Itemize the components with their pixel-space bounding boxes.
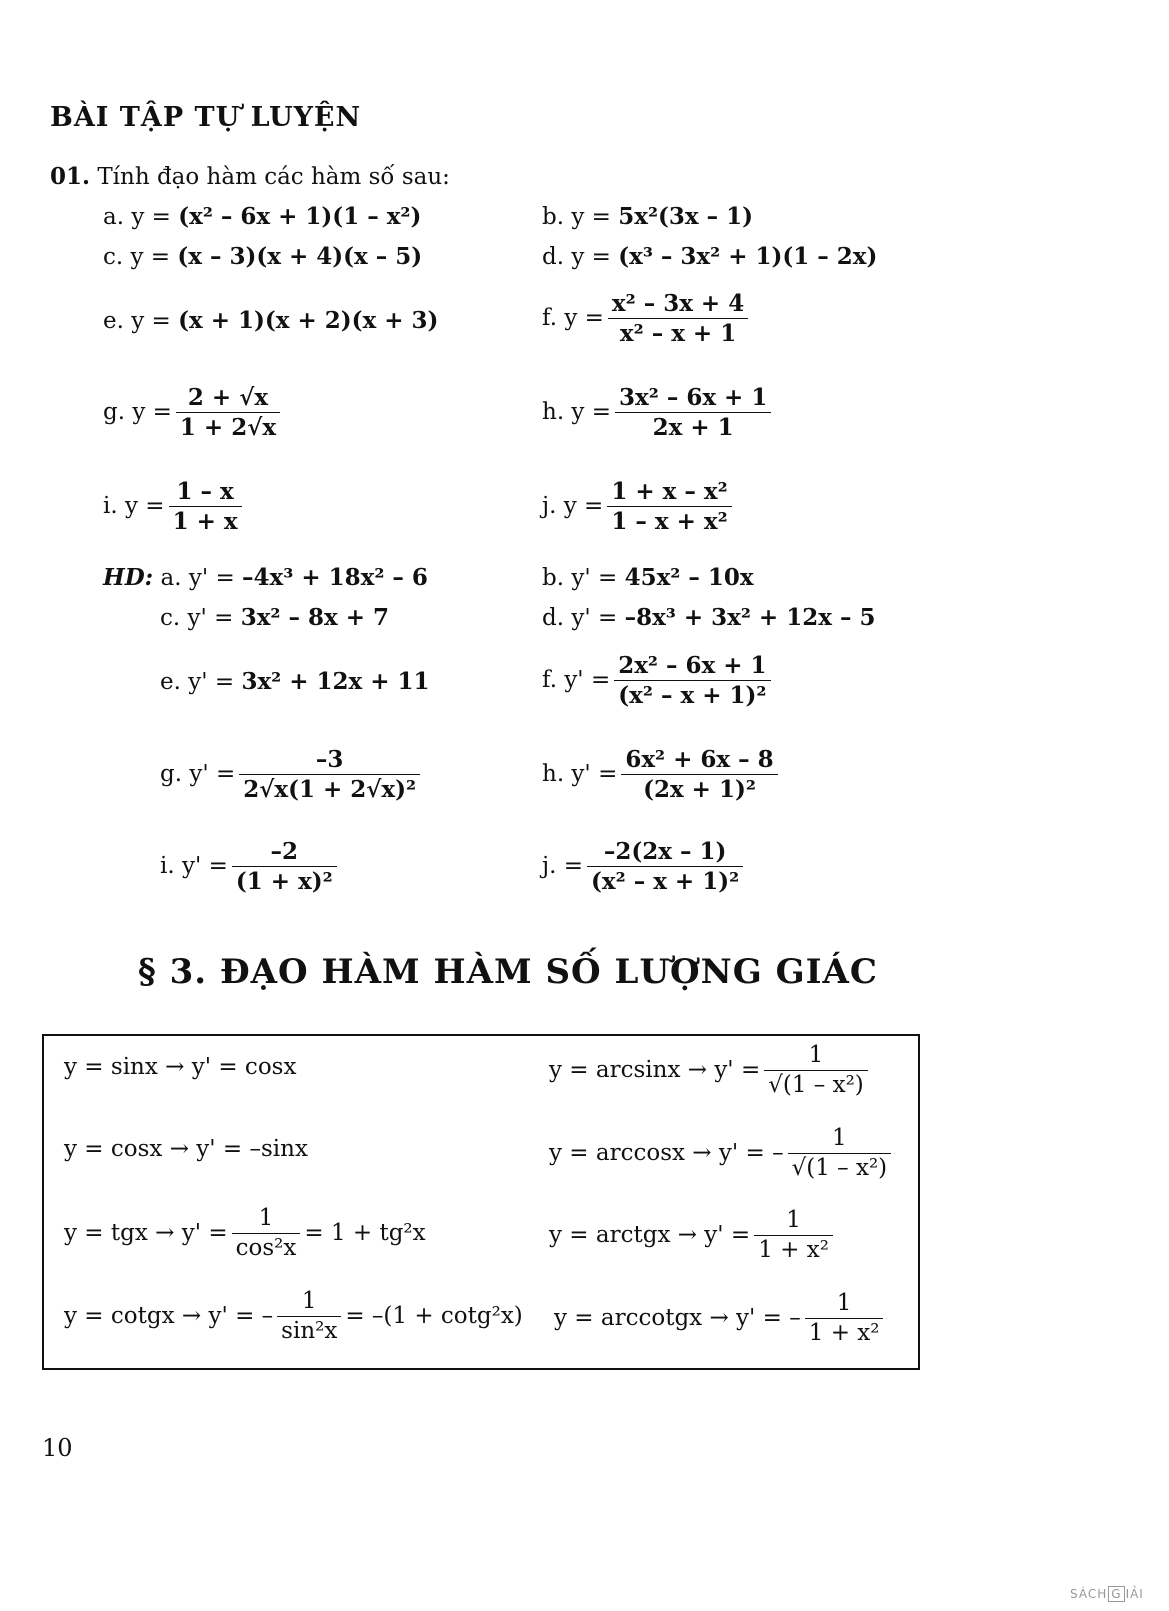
- numerator: –2: [232, 840, 337, 867]
- exercise-prompt-text: Tính đạo hàm các hàm số sau:: [97, 164, 450, 190]
- hint-item-h: [542, 748, 782, 801]
- denominator: (1 + x)²: [235, 868, 333, 895]
- fraction: [621, 748, 777, 801]
- section-title: BÀI TẬP TỰ LUYỆN: [50, 102, 362, 133]
- denominator: cos²x: [235, 1235, 297, 1261]
- exercise-item-b: [542, 205, 753, 229]
- item-expression: (x³ – 3x² + 1)(1 – 2x): [618, 243, 878, 270]
- formula-lhs: y = tgx → y' =: [64, 1220, 228, 1246]
- hint-item-c: [160, 606, 389, 630]
- numerator: x² – 3x + 4: [608, 292, 748, 319]
- item-label: b. y' =: [542, 565, 618, 591]
- item-expression: 3x² + 12x + 11: [241, 668, 430, 695]
- item-label: a. y' =: [160, 565, 235, 591]
- fraction: [176, 386, 280, 439]
- watermark-left: SÁCH: [1070, 1587, 1108, 1601]
- denominator: √(1 – x²): [791, 1155, 888, 1181]
- numerator: 1: [754, 1209, 833, 1236]
- fraction: [277, 1290, 341, 1343]
- numerator: 1: [232, 1207, 301, 1234]
- exercise-item-c: [103, 245, 422, 269]
- denominator: x² – x + 1: [619, 320, 737, 347]
- fraction: [239, 748, 420, 801]
- exercise-item-d: [542, 245, 877, 269]
- exercise-prompt: [50, 165, 450, 189]
- hint-item-f: [542, 654, 775, 707]
- hint-item-i: [160, 840, 341, 893]
- denominator: 1 + x²: [758, 1237, 829, 1263]
- page-number: 10: [42, 1434, 73, 1462]
- item-label: i. y =: [103, 493, 165, 519]
- denominator: 1 + x: [172, 508, 238, 535]
- numerator: 2 + √x: [176, 386, 280, 413]
- formula-lhs: y = cotgx → y' = –: [64, 1303, 274, 1329]
- fraction: [608, 292, 748, 345]
- formula-arccotg: [554, 1292, 887, 1345]
- denominator: (x² – x + 1)²: [591, 868, 740, 895]
- watermark-right: IẢI: [1125, 1587, 1144, 1601]
- hint-label: HD:: [103, 564, 154, 591]
- item-label: g. y' =: [160, 761, 236, 787]
- item-expression: –4x³ + 18x² – 6: [242, 564, 428, 591]
- item-label: j. =: [542, 853, 584, 879]
- formula-lhs: y = arctgx → y' =: [549, 1222, 751, 1248]
- denominator: 2√x(1 + 2√x)²: [243, 776, 417, 803]
- formula-cotg: [64, 1290, 523, 1343]
- hint-item-a: [103, 566, 428, 590]
- denominator: (2x + 1)²: [643, 776, 756, 803]
- formula-cos: y = cosx → y' = –sinx: [64, 1136, 308, 1162]
- numerator: 2x² – 6x + 1: [614, 654, 770, 681]
- fraction: [587, 840, 743, 893]
- item-expression: (x² – 6x + 1)(1 – x²): [178, 203, 422, 230]
- fraction: [169, 480, 242, 533]
- hint-item-j: [542, 840, 747, 893]
- formula-rhs: = –(1 + cotg²x): [345, 1303, 523, 1329]
- item-label: e. y' =: [160, 669, 235, 695]
- fraction: [232, 1207, 301, 1260]
- fraction: [764, 1044, 868, 1097]
- numerator: 3x² – 6x + 1: [615, 386, 771, 413]
- formula-sin: y = sinx → y' = cosx: [64, 1054, 297, 1080]
- item-label: i. y' =: [160, 853, 228, 879]
- item-label: d. y' =: [542, 605, 618, 631]
- item-label: g. y =: [103, 399, 172, 425]
- item-expression: 3x² – 8x + 7: [240, 604, 390, 631]
- formula-arccos: [549, 1127, 895, 1180]
- numerator: 1 + x – x²: [607, 480, 731, 507]
- numerator: 1: [788, 1127, 892, 1154]
- numerator: 1: [805, 1292, 884, 1319]
- denominator: 2x + 1: [652, 414, 734, 441]
- item-label: f. y' =: [542, 667, 611, 693]
- hint-item-g: [160, 748, 424, 801]
- formula-tg: [64, 1207, 426, 1260]
- hint-item-e: [160, 670, 430, 694]
- numerator: 1 – x: [169, 480, 242, 507]
- item-expression: –8x³ + 3x² + 12x – 5: [624, 604, 876, 631]
- item-label: h. y' =: [542, 761, 618, 787]
- hint-item-b: [542, 566, 754, 590]
- formula-arctg: [549, 1209, 837, 1262]
- fraction: [232, 840, 337, 893]
- item-label: j. y =: [542, 493, 604, 519]
- item-label: c. y' =: [160, 605, 234, 631]
- exercise-number: 01.: [50, 163, 91, 190]
- denominator: sin²x: [281, 1318, 338, 1344]
- item-label: b. y =: [542, 204, 611, 230]
- formula-arcsin: [549, 1044, 872, 1097]
- exercise-item-h: [542, 386, 775, 439]
- fraction: [788, 1127, 892, 1180]
- hint-item-d: [542, 606, 875, 630]
- formula-lhs: y = arccotgx → y' = –: [554, 1305, 801, 1331]
- numerator: –2(2x – 1): [587, 840, 743, 867]
- watermark-logo: [1070, 1586, 1144, 1602]
- denominator: (x² – x + 1)²: [618, 682, 767, 709]
- exercise-item-g: [103, 386, 284, 439]
- fraction: [754, 1209, 833, 1262]
- watermark-mid: G: [1108, 1586, 1124, 1602]
- fraction: [615, 386, 771, 439]
- formula-rhs: = 1 + tg²x: [304, 1220, 426, 1246]
- exercise-item-i: [103, 480, 246, 533]
- item-label: e. y =: [103, 308, 171, 334]
- denominator: 1 + 2√x: [179, 414, 277, 441]
- denominator: 1 + x²: [808, 1320, 880, 1346]
- denominator: 1 – x + x²: [611, 508, 728, 535]
- numerator: 6x² + 6x – 8: [621, 748, 777, 775]
- numerator: 1: [764, 1044, 868, 1071]
- formula-lhs: y = arccosx → y' = –: [549, 1140, 784, 1166]
- numerator: 1: [277, 1290, 341, 1317]
- item-label: d. y =: [542, 244, 611, 270]
- denominator: √(1 – x²): [768, 1072, 864, 1098]
- exercise-item-j: [542, 480, 736, 533]
- fraction: [614, 654, 770, 707]
- chapter-title: § 3. ĐẠO HÀM HÀM SỐ LƯỢNG GIÁC: [138, 952, 878, 992]
- fraction: [805, 1292, 884, 1345]
- item-expression: 5x²(3x – 1): [618, 203, 754, 230]
- item-expression: 45x² – 10x: [624, 564, 754, 591]
- item-label: h. y =: [542, 399, 612, 425]
- exercise-item-f: [542, 292, 752, 345]
- item-expression: (x – 3)(x + 4)(x – 5): [177, 243, 423, 270]
- item-label: f. y =: [542, 305, 604, 331]
- formula-lhs: y = arcsinx → y' =: [549, 1057, 761, 1083]
- exercise-item-e: [103, 309, 438, 333]
- exercise-item-a: [103, 205, 421, 229]
- fraction: [607, 480, 731, 533]
- item-expression: (x + 1)(x + 2)(x + 3): [178, 307, 439, 334]
- numerator: –3: [239, 748, 420, 775]
- item-label: c. y =: [103, 244, 171, 270]
- item-label: a. y =: [103, 204, 171, 230]
